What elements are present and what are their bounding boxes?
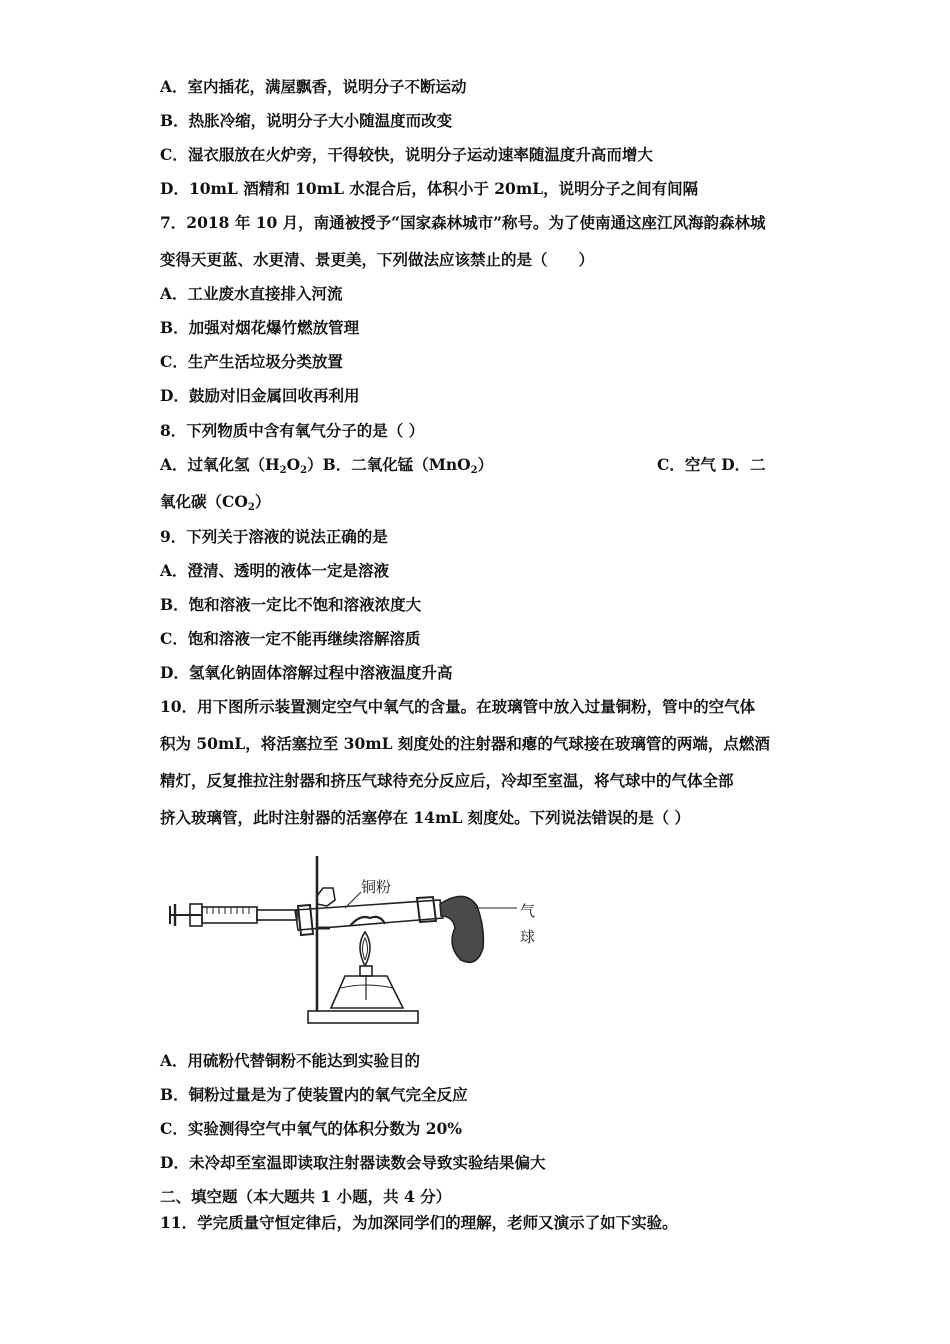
- q8-d-post: ）: [254, 492, 271, 511]
- q10-option-b: B．铜粉过量是为了使装置内的氧气完全反应: [160, 1085, 468, 1104]
- q11-stem: 11．学完质量守恒定律后，为加深同学们的理解，老师又演示了如下实验。: [160, 1213, 678, 1232]
- balloon: [440, 896, 483, 962]
- q9-option-d: D．氢氧化钠固体溶解过程中溶液温度升高: [160, 663, 453, 682]
- q6-option-a: A．室内插花，满屋飘香，说明分子不断运动: [160, 77, 467, 96]
- q8-a-mid: O: [286, 455, 301, 474]
- q9-stem: 9．下列关于溶液的说法正确的是: [160, 527, 388, 546]
- q8-options-ab: [160, 455, 493, 481]
- q7-option-b: B．加强对烟花爆竹燃放管理: [160, 318, 360, 337]
- q8-option-d-cont: [160, 492, 270, 518]
- q10-option-c: C．实验测得空气中氧气的体积分数为 20%: [160, 1119, 463, 1138]
- label-balloon-1: 气: [520, 902, 536, 920]
- q10-option-a: A．用硫粉代替铜粉不能达到实验目的: [160, 1051, 421, 1070]
- q7-stem-line1: 7．2018 年 10 月，南通被授予“国家森林城市”称号。为了使南通这座江风海韵森林城: [160, 213, 766, 232]
- q8-a-pre: A．过氧化氢（H: [160, 455, 280, 474]
- q10-stem-line1: 10．用下图所示装置测定空气中氧气的含量。在玻璃管中放入过量铜粉，管中的空气体: [160, 697, 756, 716]
- stand-base: [308, 1011, 418, 1023]
- section-2-heading: 二、填空题（本大题共 1 小题，共 4 分）: [160, 1187, 452, 1206]
- q9-option-b: B．饱和溶液一定比不饱和溶液浓度大: [160, 595, 422, 614]
- alcohol-lamp: [331, 976, 403, 1008]
- q10-stem-line3: 精灯，反复推拉注射器和挤压气球待充分反应后，冷却至室温，将气球中的气体全部: [160, 771, 734, 790]
- q8-options-cd: C．空气 D．二: [657, 455, 766, 474]
- q6-option-c: C．湿衣服放在火炉旁，干得较快，说明分子运动速率随温度升高而增大: [160, 145, 653, 164]
- q7-option-c: C．生产生活垃圾分类放置: [160, 352, 343, 371]
- q9-option-c: C．饱和溶液一定不能再继续溶解溶质: [160, 629, 421, 648]
- label-balloon-2: 球: [520, 928, 536, 946]
- apparatus-figure: [165, 848, 555, 1030]
- q8-b-sub: 2: [470, 465, 478, 476]
- q8-a-sub1: 2: [279, 465, 287, 476]
- q8-a-post: ）B．二氧化锰（MnO: [307, 455, 471, 474]
- q7-option-a: A．工业废水直接排入河流: [160, 284, 343, 303]
- connector-tube: [257, 910, 297, 920]
- label-copper: 铜粉: [361, 878, 392, 896]
- q6-option-d: D．10mL 酒精和 10mL 水混合后，体积小于 20mL，说明分子之间有间隔: [160, 179, 699, 198]
- q10-stem-line2: 积为 50mL，将活塞拉至 30mL 刻度处的注射器和瘪的气球接在玻璃管的两端，点燃酒: [160, 734, 770, 753]
- q10-option-d: D．未冷却至室温即读取注射器读数会导致实验结果偏大: [160, 1153, 546, 1172]
- q9-option-a: A．澄清、透明的液体一定是溶液: [160, 561, 390, 580]
- q8-stem: 8．下列物质中含有氧气分子的是（ ）: [160, 421, 425, 440]
- q7-stem-line2: 变得天更蓝、水更清、景更美，下列做法应该禁止的是（ ）: [160, 250, 595, 269]
- q8-d-sub: 2: [247, 502, 255, 513]
- q7-option-d: D．鼓励对旧金属回收再利用: [160, 386, 360, 405]
- q10-stem-line4: 挤入玻璃管，此时注射器的活塞停在 14mL 刻度处。下列说法错误的是（ ）: [160, 808, 691, 827]
- q8-b-post: ）: [477, 455, 494, 474]
- q8-a-sub2: 2: [300, 465, 308, 476]
- q8-d-pre: 氧化碳（CO: [160, 492, 248, 511]
- q6-option-b: B．热胀冷缩，说明分子大小随温度而改变: [160, 111, 453, 130]
- clamp: [317, 888, 335, 906]
